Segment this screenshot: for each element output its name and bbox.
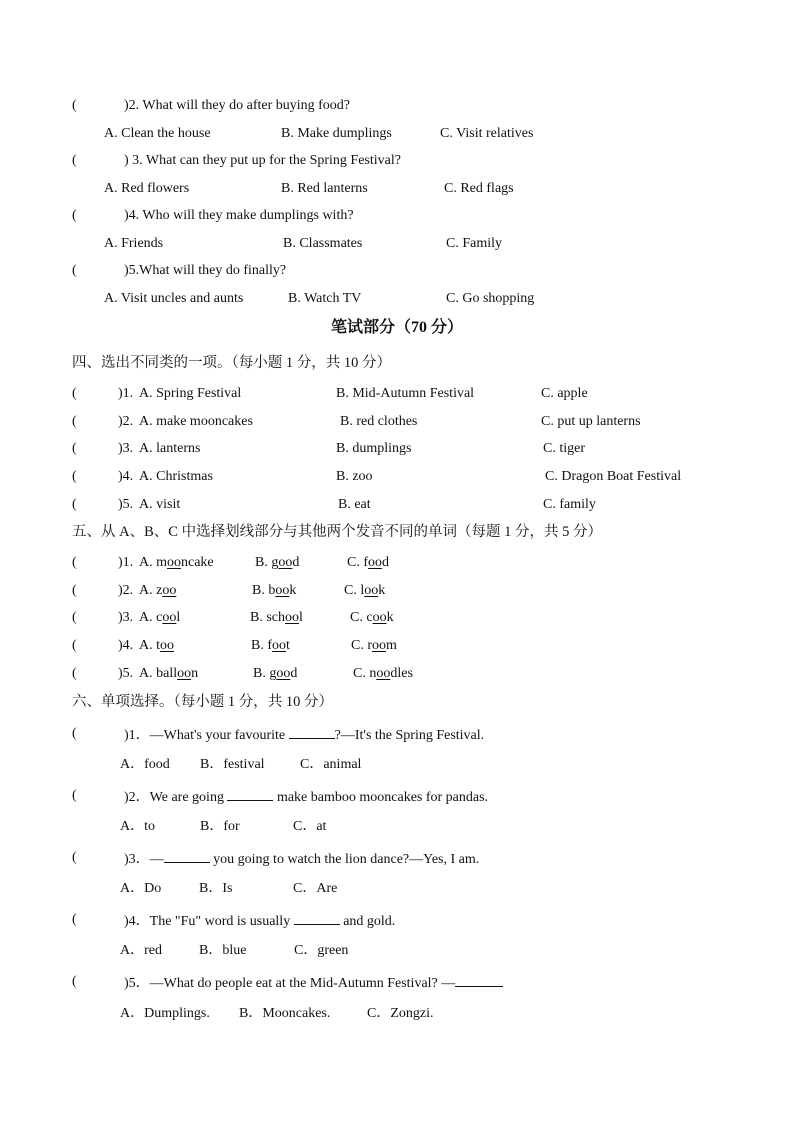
underlined-sound: oo [376, 666, 391, 681]
word-part: dles [390, 666, 413, 681]
answer-blank [227, 787, 273, 801]
option-b: B. Classmates [283, 236, 363, 251]
written-part-title: 笔试部分（70 分） [330, 319, 463, 336]
underlined-sound: oo [372, 638, 386, 653]
option-b: B. eat [338, 497, 371, 512]
option-a: A. make mooncakes [139, 414, 253, 429]
open-paren: ( [72, 638, 77, 653]
option-a: A. Red flowers [104, 181, 190, 196]
underlined-sound: oo [162, 610, 177, 625]
answer-blank [164, 849, 210, 863]
word-part: k [378, 583, 386, 598]
underlined-sound: oo [364, 583, 379, 598]
word-part: t [286, 638, 290, 653]
option-c: C. Dragon Boat Festival [545, 469, 682, 484]
underlined-sound: oo [275, 583, 290, 598]
open-paren: ( [72, 666, 77, 681]
option-c [344, 582, 385, 600]
word-part: B. f [251, 638, 272, 653]
question-post: ?—It's the Spring Festival. [334, 728, 485, 743]
word-part: C. n [353, 666, 377, 681]
underlined-sound: oo [162, 583, 177, 598]
open-paren: ( [72, 912, 77, 927]
section-heading: 六、单项选择。（每小题 1 分，共 10 分） [72, 694, 333, 710]
option-a: A. Visit uncles and aunts [104, 291, 244, 306]
word-part: d [292, 555, 300, 570]
option-c: C. family [543, 497, 596, 512]
question-text [124, 787, 488, 807]
question-pre: )1．—What's your favourite [124, 728, 289, 743]
underlined-sound: oo [368, 555, 382, 570]
item-number: )1. [118, 386, 134, 401]
open-paren: ( [72, 441, 77, 456]
word-part: ncake [181, 555, 214, 570]
option-c: C. put up lanterns [541, 414, 641, 429]
option-c: C. Go shopping [446, 291, 535, 306]
item-number: )3. [118, 610, 134, 625]
option-a [139, 554, 214, 572]
question-text [124, 973, 503, 993]
underlined-sound: oo [276, 666, 291, 681]
open-paren: ( [72, 208, 77, 223]
option-b: B. red clothes [340, 414, 418, 429]
option-c [353, 665, 413, 683]
option-a [139, 637, 174, 655]
open-paren: ( [72, 386, 77, 401]
word-part: A. c [139, 610, 163, 625]
question-pre: )3．— [124, 852, 164, 867]
word-part: A. m [139, 555, 167, 570]
open-paren: ( [72, 726, 77, 741]
word-part: l [176, 610, 181, 625]
answer-blank [294, 911, 340, 925]
open-paren: ( [72, 610, 77, 625]
option-a: A. lanterns [139, 441, 201, 456]
word-part: n [191, 666, 199, 681]
option-a: A．red [120, 943, 162, 958]
option-c: C．Zongzi. [367, 1006, 434, 1021]
word-part: C. l [344, 583, 365, 598]
question-text: )2. What will they do after buying food? [124, 98, 351, 113]
question-pre: )4．The "Fu" word is usually [124, 914, 294, 929]
option-c [351, 637, 397, 655]
option-c [347, 554, 389, 572]
question-text: ) 3. What can they put up for the Spring Festival? [124, 153, 401, 168]
word-part: B. sch [250, 610, 285, 625]
word-part: A. ball [139, 666, 178, 681]
option-b: B．festival [200, 757, 265, 772]
open-paren: ( [72, 263, 77, 278]
option-a [139, 609, 180, 627]
open-paren: ( [72, 555, 77, 570]
option-a: A．Do [120, 881, 162, 896]
word-part: A. t [139, 638, 160, 653]
option-b: B. Make dumplings [281, 126, 392, 141]
option-b: B. dumplings [336, 441, 412, 456]
word-part: B. b [252, 583, 276, 598]
option-b: B. zoo [336, 469, 373, 484]
item-number: )4. [118, 638, 134, 653]
open-paren: ( [72, 974, 77, 989]
option-a [139, 665, 198, 683]
option-a: A. visit [139, 497, 181, 512]
question-pre: )5．—What do people eat at the Mid-Autumn Festival? — [124, 976, 456, 991]
question-text: )4. Who will they make dumplings with? [124, 208, 354, 223]
option-c: C．green [294, 943, 349, 958]
option-c: C．at [293, 819, 327, 834]
option-a: A．food [120, 757, 170, 772]
open-paren: ( [72, 153, 77, 168]
option-b: B. Mid-Autumn Festival [336, 386, 475, 401]
option-b: B．Mooncakes. [239, 1006, 331, 1021]
option-a: A. Friends [104, 236, 164, 251]
word-part: k [386, 610, 394, 625]
underlined-sound: oo [160, 638, 174, 653]
option-b [255, 554, 299, 572]
word-part: B. g [253, 666, 277, 681]
option-a: A. Spring Festival [139, 386, 242, 401]
option-c [350, 609, 394, 627]
open-paren: ( [72, 497, 77, 512]
option-c: C. Visit relatives [440, 126, 534, 141]
option-b: B. Watch TV [288, 291, 362, 306]
word-part: m [386, 638, 397, 653]
option-a [139, 582, 176, 600]
option-c: C．Are [293, 881, 338, 896]
option-c: C．animal [300, 757, 362, 772]
option-c: C. Family [446, 236, 503, 251]
underlined-sound: oo [278, 555, 293, 570]
option-c: C. tiger [543, 441, 585, 456]
word-part: d [290, 666, 298, 681]
item-number: )5. [118, 666, 134, 681]
answer-blank [455, 973, 503, 987]
option-a: A．Dumplings. [120, 1006, 210, 1021]
word-part: C. r [351, 638, 372, 653]
item-number: )2. [118, 583, 134, 598]
answer-blank [289, 725, 335, 739]
word-part: B. g [255, 555, 279, 570]
question-post: make bamboo mooncakes for pandas. [273, 790, 489, 805]
item-number: )3. [118, 441, 134, 456]
underlined-sound: oo [167, 555, 181, 570]
option-b [253, 665, 297, 683]
question-text [124, 725, 484, 745]
open-paren: ( [72, 469, 77, 484]
open-paren: ( [72, 414, 77, 429]
section-heading: 五、从 A、B、C 中选择划线部分与其他两个发音不同的单词（每题 1 分，共 5 分） [72, 524, 603, 540]
option-c: C. Red flags [444, 181, 514, 196]
question-post: and gold. [339, 914, 396, 929]
option-a: A．to [120, 819, 155, 834]
question-text: )5.What will they do finally? [124, 263, 287, 278]
open-paren: ( [72, 98, 77, 113]
open-paren: ( [72, 788, 77, 803]
question-post: you going to watch the lion dance?—Yes, I am. [209, 852, 480, 867]
section-heading: 四、选出不同类的一项。（每小题 1 分，共 10 分） [72, 355, 391, 371]
item-number: )2. [118, 414, 134, 429]
question-text [124, 911, 395, 931]
option-b [252, 582, 296, 600]
option-c: C. apple [541, 386, 588, 401]
option-b: B．Is [199, 881, 233, 896]
open-paren: ( [72, 583, 77, 598]
underlined-sound: oo [177, 666, 192, 681]
option-a: A. Christmas [139, 469, 213, 484]
question-text [124, 849, 479, 869]
option-a: A. Clean the house [104, 126, 211, 141]
underlined-sound: oo [372, 610, 387, 625]
open-paren: ( [72, 850, 77, 865]
underlined-sound: oo [272, 638, 286, 653]
item-number: )4. [118, 469, 134, 484]
option-b [250, 609, 303, 627]
word-part: C. f [347, 555, 368, 570]
option-b [251, 637, 290, 655]
word-part: A. z [139, 583, 163, 598]
option-b: B．for [200, 819, 240, 834]
word-part: l [299, 610, 303, 625]
item-number: )5. [118, 497, 134, 512]
item-number: )1. [118, 555, 134, 570]
word-part: C. c [350, 610, 373, 625]
option-b: B．blue [199, 943, 247, 958]
option-b: B. Red lanterns [281, 181, 368, 196]
word-part: k [289, 583, 297, 598]
question-pre: )2．We are going [124, 790, 228, 805]
word-part: d [382, 555, 389, 570]
underlined-sound: oo [285, 610, 299, 625]
